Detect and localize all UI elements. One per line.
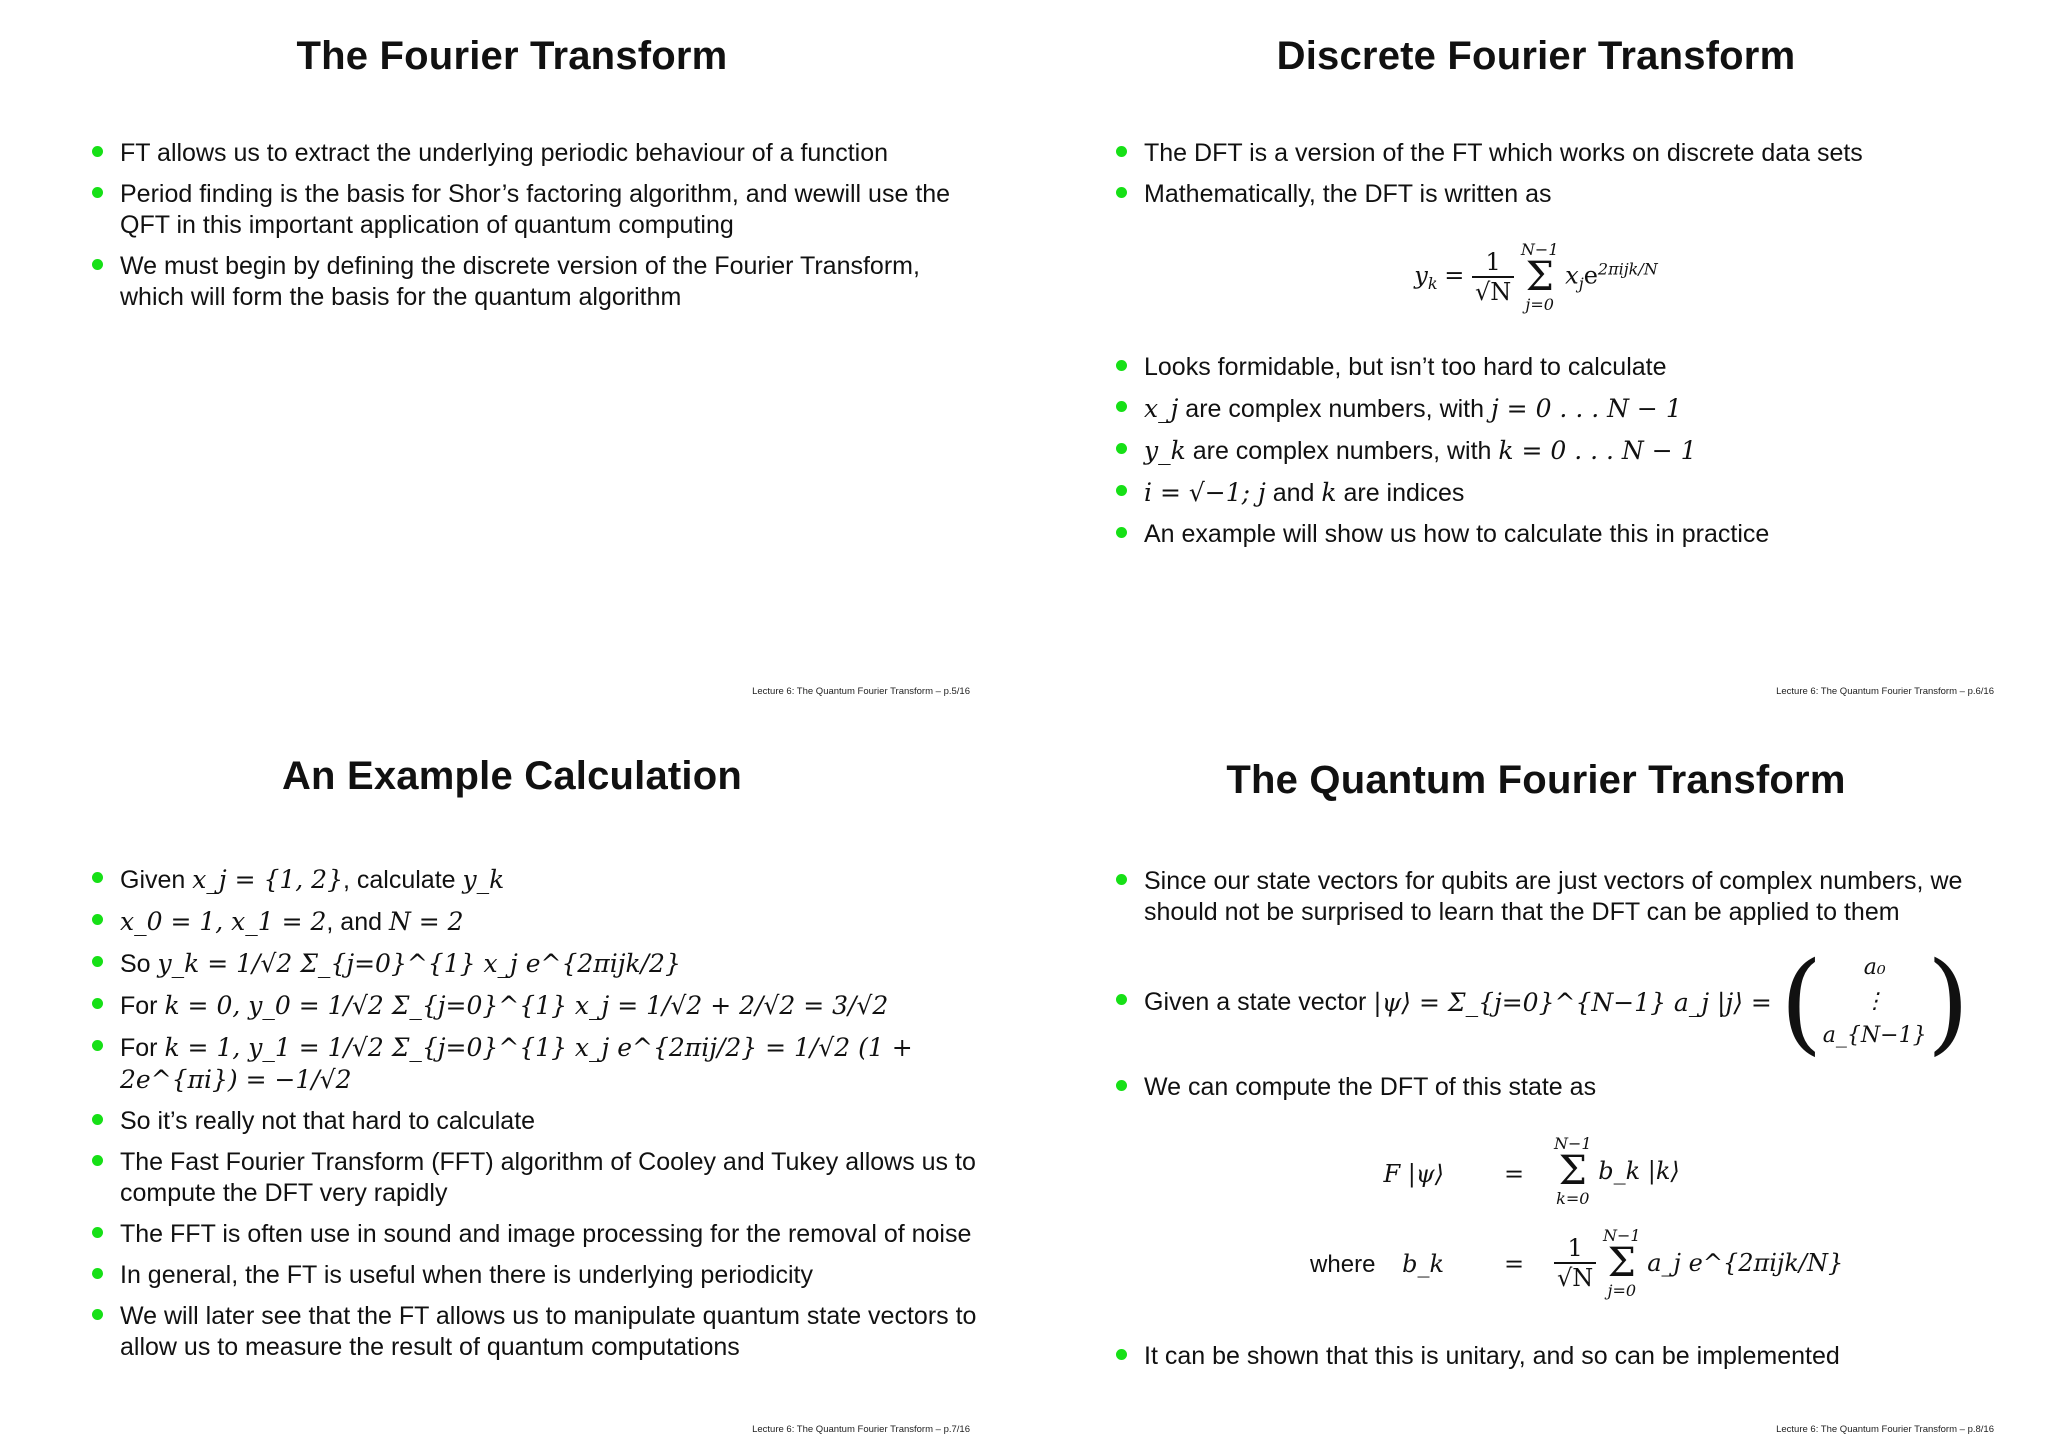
bullet-icon — [92, 1114, 103, 1125]
bullet-list — [92, 138, 978, 323]
bullet-icon — [92, 259, 103, 270]
list-item: For k = 0, y_0 = 1/√2 Σ_{j=0}^{1} x_j = 1/√2 + 2/√2 = 3/√2 — [92, 990, 978, 1022]
slide-footer: Lecture 6: The Quantum Fourier Transform – p.6/16 — [1776, 686, 1994, 697]
slide-footer: Lecture 6: The Quantum Fourier Transform – p.8/16 — [1776, 1424, 1994, 1435]
list-item: In general, the FT is useful when there is underlying periodicity — [92, 1260, 978, 1291]
slide-title: The Fourier Transform — [296, 34, 728, 78]
bullet-icon — [92, 146, 103, 157]
list-item: We will later see that the FT allows us to manipulate quantum state vectors to allow us to measure the result of quantum computations — [92, 1301, 978, 1363]
slide-title: An Example Calculation — [281, 754, 743, 798]
list-item: y_k are complex numbers, with k = 0 . . . N − 1 — [1116, 435, 2002, 467]
bullet-icon — [92, 1040, 103, 1051]
list-item: Looks formidable, but isn’t too hard to calculate — [1116, 352, 2002, 383]
list-item: The FFT is often use in sound and image processing for the removal of noise — [92, 1219, 978, 1250]
list-item: Mathematically, the DFT is written as — [1116, 179, 2002, 210]
bullet-icon — [1116, 443, 1127, 454]
bullet-icon — [1116, 485, 1127, 496]
bullet-list — [1116, 866, 2002, 1113]
slide-discrete-fourier-transform — [1024, 0, 2048, 723]
bullet-icon — [1116, 1349, 1127, 1360]
list-item: So y_k = 1/√2 Σ_{j=0}^{1} x_j e^{2πijk/2} — [92, 948, 978, 980]
bullet-icon — [92, 1155, 103, 1166]
bullet-icon — [92, 998, 103, 1009]
bullet-icon — [92, 187, 103, 198]
slide-footer: Lecture 6: The Quantum Fourier Transform – p.5/16 — [752, 686, 970, 697]
list-item: Since our state vectors for qubits are just vectors of complex numbers, we should not be surprised to learn that the DFT can be applied to them — [1116, 866, 2002, 928]
bullet-list — [92, 864, 978, 1373]
slide-fourier-transform — [0, 0, 1024, 723]
bullet-icon — [1116, 401, 1127, 412]
list-item: It can be shown that this is unitary, and so can be implemented — [1116, 1341, 2002, 1372]
bullet-icon — [1116, 994, 1127, 1005]
list-item: i = √−1; j and k are indices — [1116, 477, 2002, 509]
list-item: Given a state vector |ψ⟩ = Σ_{j=0}^{N−1} a_j |j⟩ = ( a₀ ⋮ a_{N−1} ) — [1116, 942, 2002, 1062]
bullet-icon — [92, 1227, 103, 1238]
state-vector: ( a₀ ⋮ a_{N−1} ) — [1779, 938, 1970, 1066]
slide-example-calculation — [0, 724, 1024, 1447]
bullet-icon — [1116, 1080, 1127, 1091]
bullet-icon — [92, 914, 103, 925]
dft-equation: $y_k$ = $\frac{1}{√N}$ N−1 Σ j=0 $x_je^{2\pi ijk/N}$ — [1414, 240, 1658, 314]
list-item: For k = 1, y_1 = 1/√2 Σ_{j=0}^{1} x_j e^{2πij/2} = 1/√2 (1 + 2e^{πi}) = −1/√2 — [92, 1032, 978, 1096]
list-item: The Fast Fourier Transform (FFT) algorithm of Cooley and Tukey allows us to compute the DFT very rapidly — [92, 1147, 978, 1209]
list-item: x_j are complex numbers, with j = 0 . . . N − 1 — [1116, 393, 2002, 425]
bullet-icon — [1116, 146, 1127, 157]
slide-title: The Quantum Fourier Transform — [1226, 758, 1846, 802]
bullet-icon — [1116, 187, 1127, 198]
bullet-icon — [1116, 874, 1127, 885]
bullet-list-2 — [1116, 352, 2002, 560]
bullet-icon — [1116, 360, 1127, 371]
slide-footer: Lecture 6: The Quantum Fourier Transform – p.7/16 — [752, 1424, 970, 1435]
bullet-list-2 — [1116, 1341, 2002, 1382]
bullet-icon — [1116, 527, 1127, 538]
list-item: The DFT is a version of the FT which works on discrete data sets — [1116, 138, 2002, 169]
bullet-icon — [92, 956, 103, 967]
bullet-icon — [92, 1309, 103, 1320]
list-item: We can compute the DFT of this state as — [1116, 1072, 2002, 1103]
list-item: We must begin by defining the discrete version of the Fourier Transform, which will form the basis for the quantum algorithm — [92, 251, 978, 313]
list-item: So it’s really not that hard to calculate — [92, 1106, 978, 1137]
slide-title: Discrete Fourier Transform — [1276, 34, 1796, 78]
list-item: x_0 = 1, x_1 = 2, and N = 2 — [92, 906, 978, 938]
list-item: Given x_j = {1, 2}, calculate y_k — [92, 864, 978, 896]
list-item: An example will show us how to calculate this in practice — [1116, 519, 2002, 550]
slide-quantum-fourier-transform: The Quantum Fourier Transform Since our state vectors for qubits are just vectors of complex numbers, we should not be surprised to learn that the DFT can be applied to them Given a state vector |ψ⟩ = Σ_{j=0}^{N−1} a_j |j⟩ = ( a₀ ⋮ a_{N−1} ) We can compute the DFT of this state as F |ψ⟩ = N−1 Σ k=0 b_k |k⟩ where b_k = $\frac{1}{√N}$ N−1 Σ j=0 a_j e^{2πijk/N} It can be shown that this is unitary, and so can be implemented Lecture 6: The Quantum Fourier Transform – p.8/16 — [1024, 724, 2048, 1447]
list-item: FT allows us to extract the underlying periodic behaviour of a function — [92, 138, 978, 169]
bullet-list — [1116, 138, 2002, 220]
bullet-icon — [92, 1268, 103, 1279]
list-item: Period finding is the basis for Shor’s factoring algorithm, and wewill use the QFT in this important application of quantum computing — [92, 179, 978, 241]
bullet-icon — [92, 872, 103, 883]
